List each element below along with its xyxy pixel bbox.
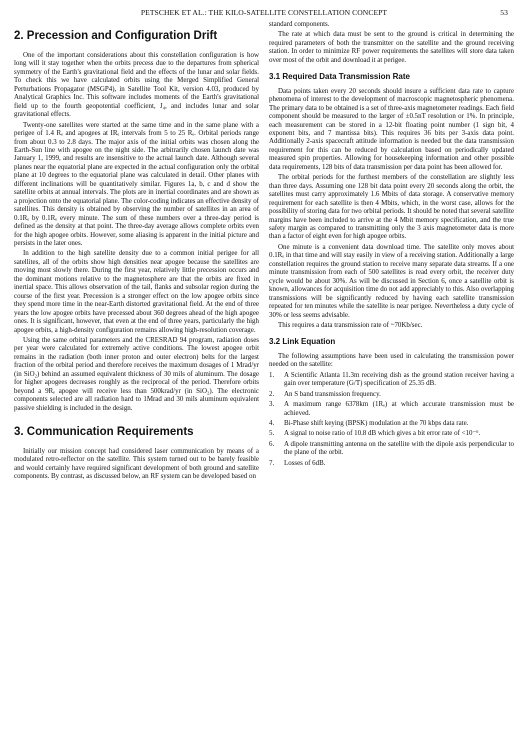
list-item: 7. Losses of 6dB. xyxy=(269,458,326,467)
list-item: 6. A dipole transmitting antenna on the satellite with the dipole axis perpendicular to the plane of the orbit. xyxy=(269,439,514,457)
paragraph: Twenty-one satellites were started at the same time and in the same plane with a perigee of 1.4 Rₑ and apogees at IRₑ intervals from 5 to 25 Rₑ. Orbital periods range from about 0.3 to 2.8 days. The major axis of the initial orbits was chosen along the Earth-Sun line with apogee on the night side. The arbitrarily chosen launch date was January 1, 1999, and results are insensitive to the actual launch date. Although several planes near the equatorial plane are expected in the actual configuration only the orbital plane at 10 degrees to the equatorial plane was calculated in detail. Other planes with different inclinations will be quantitatively similar. Figures 1a, b, c and d show the satellite orbits at annual intervals. The plots are in inertial coordinates and are shown as a projection onto the equatorial plane. The color-coding indicates an effective density of satellites. This density is obtained by observing the number of satellites in an area of 0.1Rₑ by 0.1Rₑ every minute. The sum of these numbers over a three-day period is defined as the density at that point. The three-day average allows complete orbits even for the high apogee orbits. However, some aliasing is apparent in the initial picture and persists in the later ones. xyxy=(14,120,259,247)
paragraph: Using the same orbital parameters and the CRESRAD 94 program, radiation doses per year were calculated for extremely active conditions. The lowest apogee orbit remains in the radiation (both inner proton and outer electron) belts for the largest fraction of the orbital period and therefore receives the maximum dosages of 1 Mrad/yr (in SiO₂) behind an assumed equivalent thickness of 30 mils of aluminum. The dosage for higher apogees decreases roughly as the reciprocal of the period. Therefore orbits beyond a 9Rₑ apogee will receive less than 500krad/yr (in SiO₂). The electronic components selected are all radiation hard to 1Mrad and 30 mils aluminum equivalent passive shielding is included in the design. xyxy=(14,335,259,412)
paragraph: The rate at which data must be sent to the ground is critical in determining the required parameters of both the transmitter on the satellite and the ground receiving station. In order to minimize RF power requirements the satellites will store data taken over most of the orbit and download it at perigee. xyxy=(269,30,514,64)
paragraph: One minute is a convenient data download time. The satellite only moves about 0.1Rₑ in that time and will stay easily in view of a receiving station. Additionally a large constellation requires the ground station to receive many separate data streams. If a one minute transmission from each of 500 satellites is read every orbit, the receiver duty cycle would be about 30%. As will be discussed in Section 6, once a satellite orbit is known, allowances for acquisition time do not add appreciably to this. Also overlapping transmissions will be significantly reduced by having each satellite transmission repeated for ten minutes while the satellite is near perigee. Nevertheless a duty cycle of 30% or less seems advisable. xyxy=(269,242,514,319)
list-item: 3. A maximum range 6378km (1Rₑ) at which accurate transmission must be achieved. xyxy=(269,400,514,417)
page-number: 53 xyxy=(500,8,508,17)
paragraph: This requires a data transmission rate of ~70Kb/sec. xyxy=(278,320,423,329)
assumptions-list xyxy=(269,371,514,468)
left-column xyxy=(14,20,259,483)
paragraph: The orbital periods for the furthest members of the constellation are slightly less than three days. Assuming one 128 bit data point every 20 seconds along the orbit, the satellites must carry approximately 1.6 Mbits of data storage. A conservative memory requirement for each satellite is then 4 Mbits, which, in the worst case, allows for the possibility of storing data for two orbital periods. It should be noted that several satellite margins have been included to arrive at the 4 Mbit memory specification, and the true safety margin as compared to transmitting only the 3 axis magnetometer data is more than a factor of eight even for high apogee orbits. xyxy=(269,173,514,241)
paragraph-continued: standard components. xyxy=(269,20,330,28)
two-column-body xyxy=(14,20,514,483)
paragraph: The following assumptions have been used in calculating the transmission power needed on the satellite: xyxy=(269,351,514,369)
paragraph: One of the important considerations about this constellation configuration is how long will it stay together when the orbits precess due to the departures from spherical symmetry of the Earth's gravitational field and the effects of the lunar and solar fields. To check this we have calculated orbits using the Merged Simplified General Perturbations Propagator (MSGP4), in Satellite Tool Kit, version 4.03, produced by Analytical Graphics Inc. This software includes moments of the Earth's gravitational field up to the fourth geopotential coefficient, J₄, and includes lunar and solar gravitational effects. xyxy=(14,51,259,119)
paragraph: Data points taken every 20 seconds should insure a sufficient data rate to capture phenomena of interest to the development of macroscopic magnetospheric phenomena. The primary data to be obtained is a set of three-axis magnetometer readings. Each field component should be measured to the larger of ±0.5nT resolution or 1%. In principle, each measurement can be stored in a 12-bit floating point number (1 sign bit, 4 exponent bits, and 7 mantissa bits). This requires 36 bits per 3-axis data point. Additionally 2-axis spacecraft attitude information is needed but the data transmission requirement for this can be reduced by calculation based on periodically updated measured spin properties. Allowing for housekeeping information and other possible data requirements, 128 bits of data transmission per data point has been allowed for. xyxy=(269,86,514,171)
subsection-heading-link-equation: 3.2 Link Equation xyxy=(269,337,336,347)
running-head-title: PETSCHEK ET AL.: THE KILO-SATELLITE CONSTELLATION CONCEPT xyxy=(140,8,388,17)
right-column xyxy=(269,20,514,483)
paragraph: In addition to the high satellite density due to a common initial perigee for all satellites, all of the orbits show high densities near apogee because the satellites are moving most slowly there. During the first year, relatively little precession occurs and the dominant motions relative to the magnetosphere are that the orbits are fixed in inertial space. This allows observation of the tail, flanks and subsolar region during the course of the first year. Precession is a stronger effect on the low apogee orbits since they spend more time in the near-Earth distorted gravitational field. At the end of three years the low apogee orbits have precessed about 360 degrees ahead of the high apogee ones. It is significant, however, that even at the end of three years, particularly the high apogee orbits, a high-density configuration remains allowing high-resolution coverage. xyxy=(14,249,259,334)
subsection-heading-data-rate: 3.1 Required Data Transmission Rate xyxy=(269,72,410,82)
list-item: 2. An S band transmission frequency. xyxy=(269,389,381,398)
running-head xyxy=(14,6,514,20)
list-item: 5. A signal to noise ratio of 10.8 dB which gives a bit error rate of <10⁻⁶. xyxy=(269,429,481,438)
list-item: 4. Bi-Phase shift keying (BPSK) modulation at the 70 kbps data rate. xyxy=(269,419,469,428)
list-item: 1. A Scientific Atlanta 11.3m receiving dish as the ground station receiver having a gain over temperature (G/T) specification of 25.35 dB. xyxy=(269,370,514,388)
paragraph: Initially our mission concept had considered laser communication by means of a modulated retro-reflector on the satellite. This system turned out to be barely feasible and would certainly have required significant development of both ground and satellite components. By contrast, as discussed below, an RF system can be developed based on xyxy=(14,447,259,481)
section-heading-precession: 2. Precession and Configuration Drift xyxy=(14,30,218,42)
section-heading-communication: 3. Communication Requirements xyxy=(14,426,194,439)
